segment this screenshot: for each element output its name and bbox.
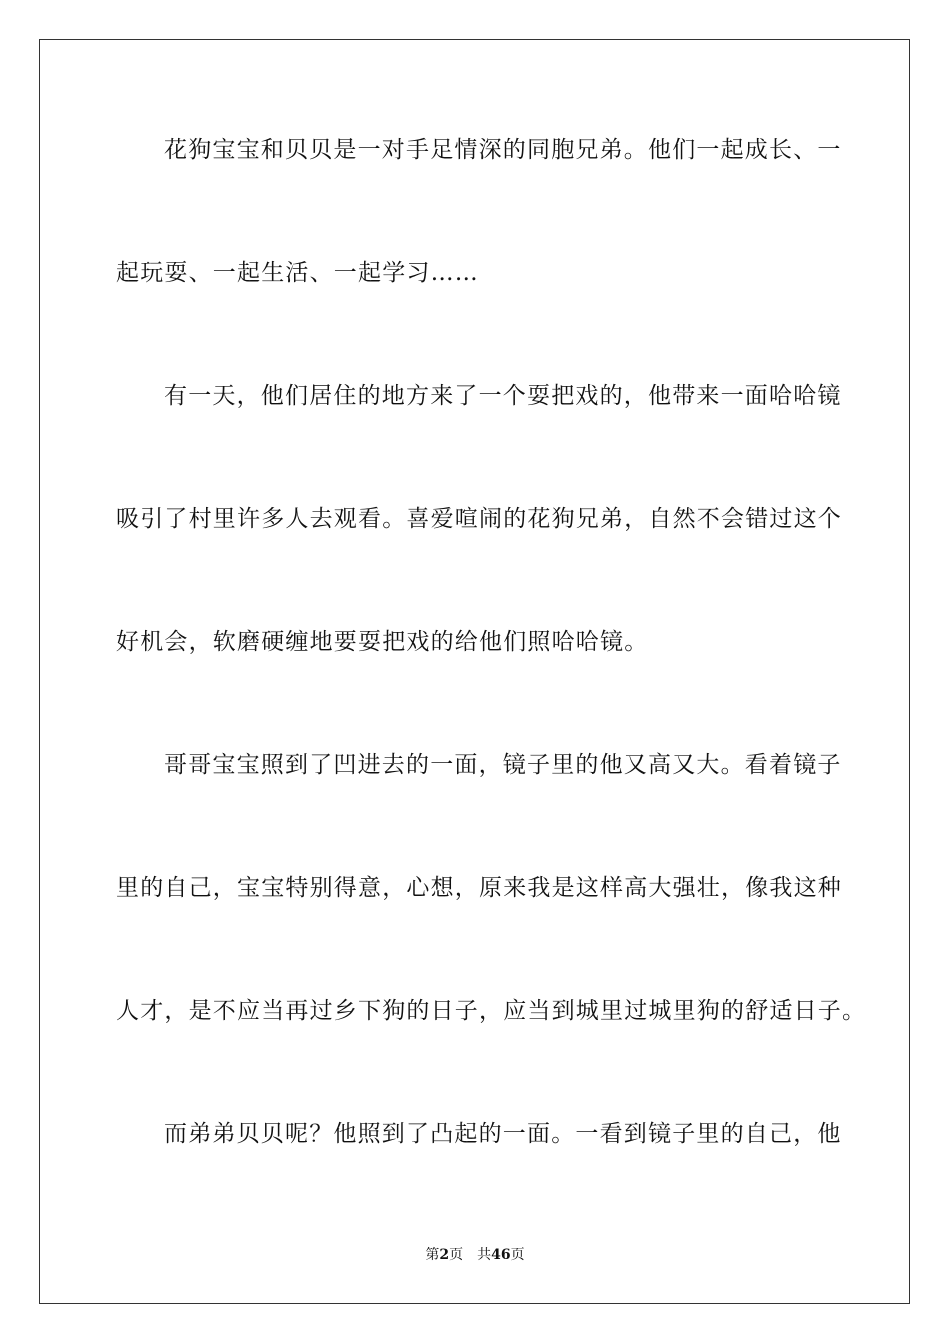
paragraph-2-line-1: 有一天，他们居住的地方来了一个耍把戏的，他带来一面哈哈镜 <box>164 383 842 409</box>
page-prefix: 第 <box>425 1247 440 1263</box>
paragraph-2-line-2: 吸引了村里许多人去观看。喜爱喧闹的花狗兄弟，自然不会错过这个 <box>116 506 842 532</box>
page-suffix: 页 <box>449 1247 464 1263</box>
paragraph-2-line-3: 好机会，软磨硬缠地要耍把戏的给他们照哈哈镜。 <box>116 629 649 655</box>
paragraph-1-line-2: 起玩耍、一起生活、一起学习…… <box>116 260 479 286</box>
paragraph-4-line-1: 而弟弟贝贝呢？他照到了凸起的一面。一看到镜子里的自己，他 <box>164 1121 842 1147</box>
page-number: 2 <box>439 1247 450 1263</box>
total-pages: 46 <box>491 1247 511 1263</box>
paragraph-3-line-2: 里的自己，宝宝特别得意，心想，原来我是这样高大强壮，像我这种 <box>116 875 842 901</box>
page-frame <box>39 39 910 1304</box>
page-footer <box>0 1246 950 1264</box>
paragraph-1-line-1: 花狗宝宝和贝贝是一对手足情深的同胞兄弟。他们一起成长、一 <box>164 137 842 163</box>
total-suffix: 页 <box>510 1247 525 1263</box>
paragraph-3-line-3: 人才，是不应当再过乡下狗的日子，应当到城里过城里狗的舒适日子。 <box>116 998 867 1024</box>
total-prefix: 共 <box>477 1247 492 1263</box>
paragraph-3-line-1: 哥哥宝宝照到了凹进去的一面，镜子里的他又高又大。看着镜子 <box>164 752 842 778</box>
